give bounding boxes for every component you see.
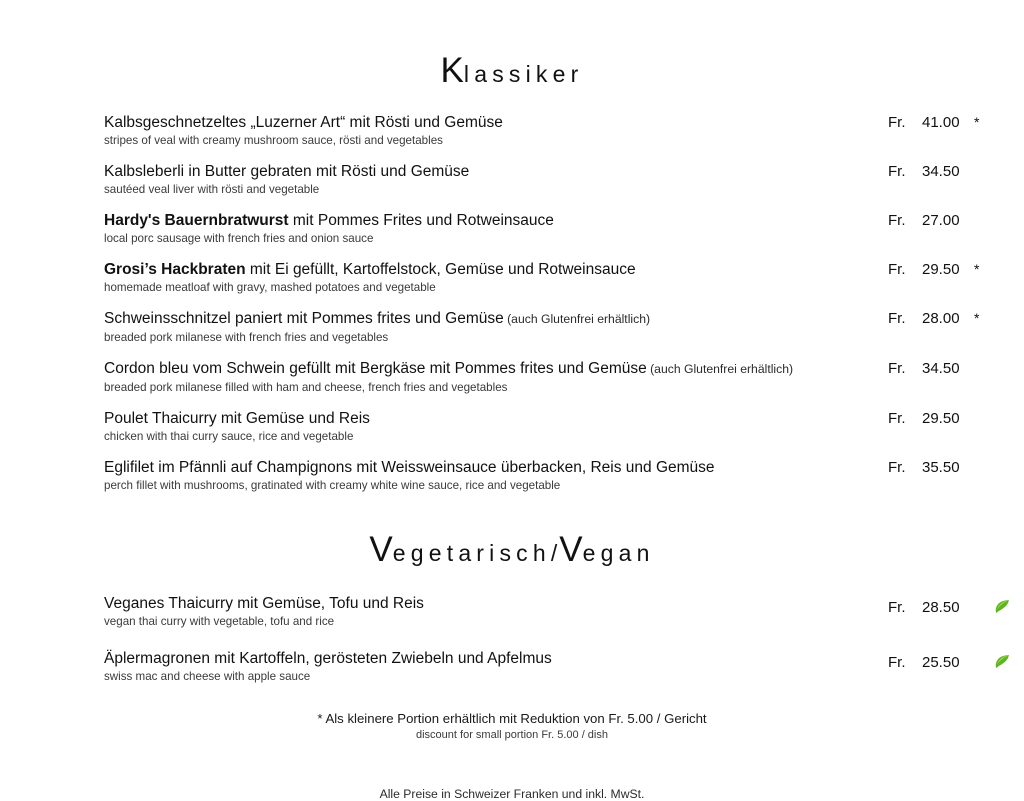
price-amount: 29.50 xyxy=(922,410,960,427)
leaf-icon xyxy=(994,653,1011,670)
menu-item xyxy=(0,113,1024,148)
menu-item xyxy=(0,211,1024,246)
section-heading-rest-2: egan xyxy=(582,540,655,566)
menu-item-text xyxy=(104,162,888,197)
section-heading-initial: K xyxy=(440,51,464,90)
menu-item xyxy=(0,309,1024,345)
menu-item-text xyxy=(104,359,888,395)
menu-item xyxy=(0,458,1024,493)
price-currency: Fr. xyxy=(888,212,906,229)
menu-item-description: swiss mac and cheese with apple sauce xyxy=(104,670,311,683)
price-footnote-marker: * xyxy=(974,114,980,130)
menu-item xyxy=(0,409,1024,444)
menu-item-text xyxy=(104,649,888,684)
menu-item-title-main: mit Ei gefüllt, Kartoffelstock, Gemüse und Rotweinsauce xyxy=(245,261,636,278)
menu-item-title xyxy=(104,309,888,329)
menu-item-title-main: Poulet Thaicurry mit Gemüse und Reis xyxy=(104,410,370,427)
menu-item-text xyxy=(104,409,888,444)
price-currency: Fr. xyxy=(888,459,906,476)
menu-item-title xyxy=(104,594,888,613)
menu-item-title-main: Kalbsgeschnetzeltes „Luzerner Art“ mit Rösti und Gemüse xyxy=(104,114,503,131)
menu-item xyxy=(0,162,1024,197)
menu-item-description: local porc sausage with french fries and onion sauce xyxy=(104,232,374,245)
price-amount: 28.50 xyxy=(922,599,960,616)
vegan-leaf-slot xyxy=(988,595,1024,612)
menu-item-title-main: Schweinsschnitzel paniert mit Pommes frites und Gemüse xyxy=(104,310,504,327)
price-amount: 25.50 xyxy=(922,654,960,671)
menu-item xyxy=(0,359,1024,395)
price-currency: Fr. xyxy=(888,654,906,671)
section-heading-slash: / xyxy=(550,540,560,566)
menu-list-vegetarisch-vegan xyxy=(0,594,1024,684)
section-heading-rest: lassiker xyxy=(463,61,584,87)
menu-item-description: sautéed veal liver with rösti and vegetable xyxy=(104,183,320,196)
menu-item-price xyxy=(888,649,1024,671)
menu-item-title-main: Cordon bleu vom Schwein gefüllt mit Bergkäse mit Pommes frites und Gemüse xyxy=(104,360,647,377)
menu-item-price xyxy=(888,211,1024,229)
leaf-icon xyxy=(994,598,1011,615)
menu-item-description: homemade meatloaf with gravy, mashed potatoes and vegetable xyxy=(104,281,436,294)
menu-item-note: (auch Glutenfrei erhältlich) xyxy=(646,362,794,376)
price-currency: Fr. xyxy=(888,163,906,180)
price-footnote-marker: * xyxy=(974,261,980,277)
menu-item-title xyxy=(104,211,888,230)
section-heading-initial: V xyxy=(369,530,393,569)
section-heading-vegetarisch-vegan xyxy=(0,507,1024,576)
price-currency: Fr. xyxy=(888,410,906,427)
menu-item-text xyxy=(104,309,888,345)
section-heading-initial-2: V xyxy=(559,530,583,569)
menu-item-price xyxy=(888,458,1024,476)
menu-item-note: (auch Glutenfrei erhältlich) xyxy=(503,312,651,326)
menu-item-price xyxy=(888,113,1024,131)
price-currency: Fr. xyxy=(888,360,906,377)
menu-item-text xyxy=(104,113,888,148)
footnote-main-text: * Als kleinere Portion erhältlich mit Reduktion von Fr. 5.00 / Gericht xyxy=(317,711,707,726)
menu-item-price xyxy=(888,359,1024,377)
price-footnote-marker: * xyxy=(974,310,980,326)
menu-item-description: breaded pork milanese with french fries and vegetables xyxy=(104,331,389,344)
section-heading-rest: egetarisch xyxy=(392,540,551,566)
menu-item-description: breaded pork milanese filled with ham and cheese, french fries and vegetables xyxy=(104,381,508,394)
menu-item-text xyxy=(104,211,888,246)
vegan-leaf-slot xyxy=(988,650,1024,667)
menu-item-description: stripes of veal with creamy mushroom sauce, rösti and vegetables xyxy=(104,134,443,147)
price-currency: Fr. xyxy=(888,114,906,131)
menu-item-price xyxy=(888,309,1024,327)
footnote-sub-text: discount for small portion Fr. 5.00 / dish xyxy=(416,729,608,741)
menu-item-price xyxy=(888,409,1024,427)
menu-item-text xyxy=(104,594,888,629)
menu-item-title xyxy=(104,458,888,477)
menu-item-title-main: Äplermagronen mit Kartoffeln, gerösteten Zwiebeln und Apfelmus xyxy=(104,650,552,667)
menu-item-title xyxy=(104,649,888,668)
price-currency: Fr. xyxy=(888,599,906,616)
menu-item-description: chicken with thai curry sauce, rice and vegetable xyxy=(104,430,354,443)
price-amount: 34.50 xyxy=(922,163,960,180)
menu-item-title-emphasis: Hardy's Bauernbratwurst xyxy=(104,212,289,229)
menu-item xyxy=(0,260,1024,295)
price-currency: Fr. xyxy=(888,310,906,327)
menu-item-title-main: Eglifilet im Pfännli auf Champignons mit Weissweinsauce überbacken, Reis und Gemüse xyxy=(104,459,715,476)
menu-item-description: vegan thai curry with vegetable, tofu and rice xyxy=(104,615,335,628)
menu-item-text xyxy=(104,458,888,493)
price-amount: 28.00 xyxy=(922,310,960,327)
price-disclaimer: Alle Preise in Schweizer Franken und inkl. MwSt. xyxy=(379,787,645,801)
menu-item-price xyxy=(888,162,1024,180)
menu-item-title xyxy=(104,359,888,379)
menu-item-title-main: mit Pommes Frites und Rotweinsauce xyxy=(288,212,554,229)
section-heading-klassiker xyxy=(0,0,1024,97)
menu-item-price xyxy=(888,260,1024,278)
menu-item-title-main: Veganes Thaicurry mit Gemüse, Tofu und Reis xyxy=(104,595,424,612)
menu-item xyxy=(0,649,1024,684)
menu-list-klassiker xyxy=(0,113,1024,493)
menu-item-description: perch fillet with mushrooms, gratinated with creamy white wine sauce, rice and vegetable xyxy=(104,479,561,492)
menu-item-price xyxy=(888,594,1024,616)
menu-item-title xyxy=(104,409,888,428)
menu-item-title xyxy=(104,260,888,279)
menu-item-title-emphasis: Grosi’s Hackbraten xyxy=(104,261,246,278)
footnote xyxy=(0,710,1024,743)
menu-item-text xyxy=(104,260,888,295)
menu-item-title xyxy=(104,113,888,132)
price-currency: Fr. xyxy=(888,261,906,278)
menu-item-title xyxy=(104,162,888,181)
menu-item xyxy=(0,594,1024,629)
menu-item-title-main: Kalbsleberli in Butter gebraten mit Rösti und Gemüse xyxy=(104,163,470,180)
price-amount: 34.50 xyxy=(922,360,960,377)
price-amount: 29.50 xyxy=(922,261,960,278)
price-amount: 41.00 xyxy=(922,114,960,131)
price-amount: 35.50 xyxy=(922,459,960,476)
price-amount: 27.00 xyxy=(922,212,960,229)
